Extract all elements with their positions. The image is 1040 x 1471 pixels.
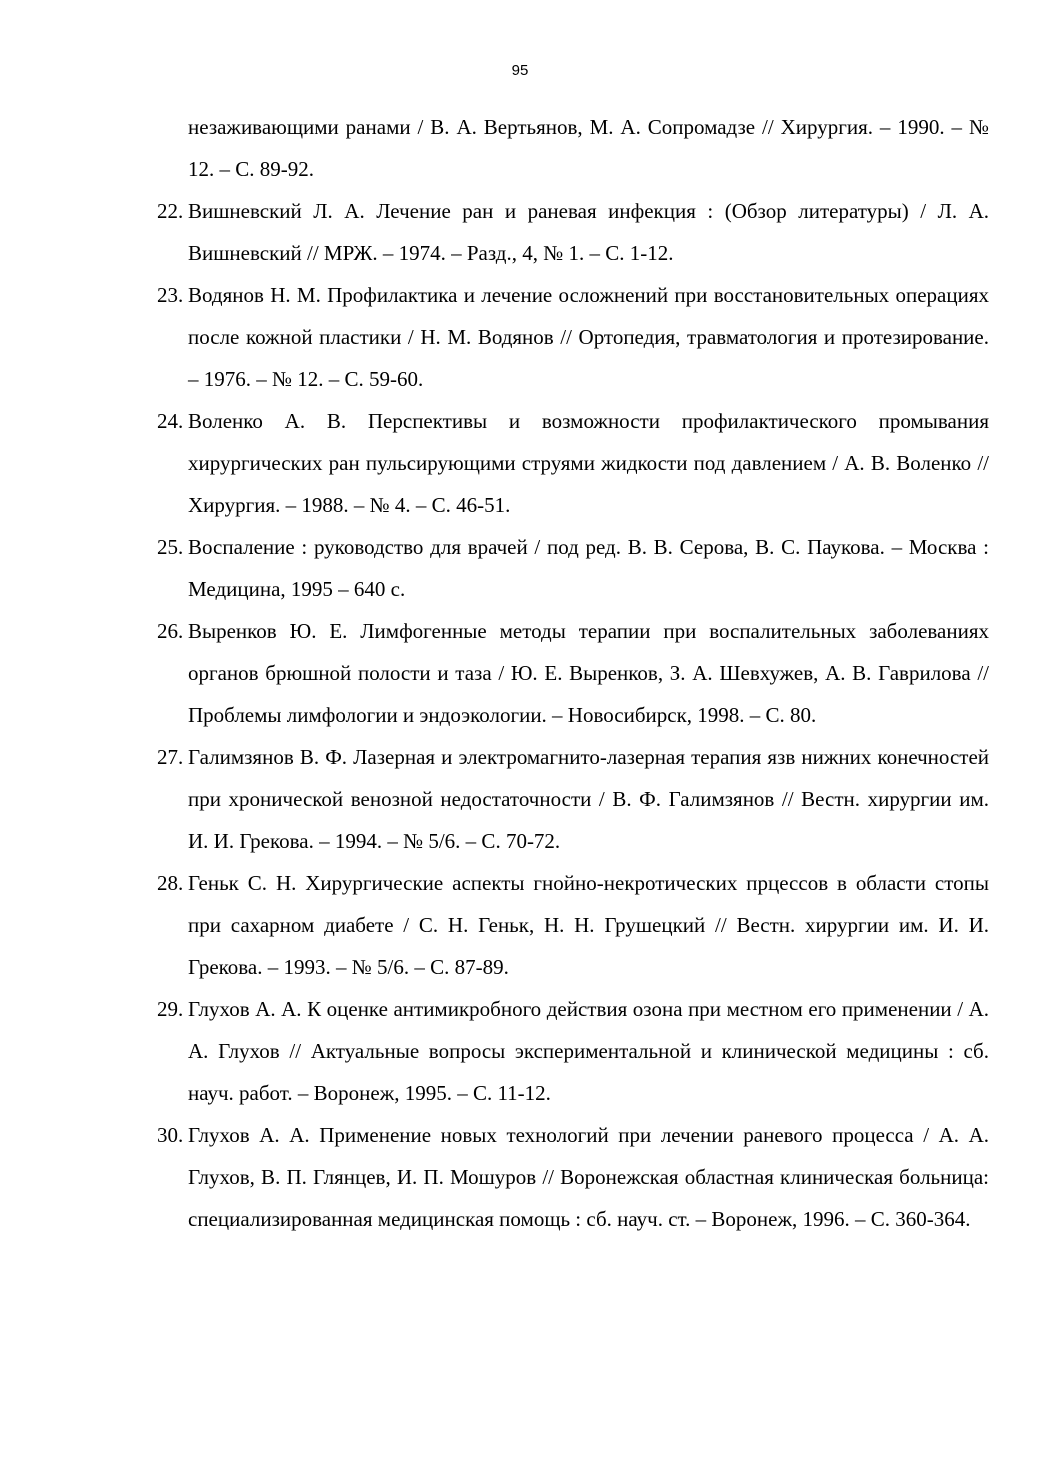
reference-text: Водянов Н. М. Профилактика и лечение осложнений при восстановительных операциях после кожной пластики / Н. М. Водянов // Ортопедия, травматология и протезирование. – 1976. – № 12. – С. 59-60. bbox=[188, 283, 989, 391]
reference-text: Воспаление : руководство для врачей / под ред. В. В. Серова, В. С. Паукова. – Москва : Медицина, 1995 – 640 с. bbox=[188, 535, 989, 601]
reference-item bbox=[157, 400, 989, 526]
reference-text: Выренков Ю. Е. Лимфогенные методы терапии при воспалительных заболеваниях органов брюшной полости и таза / Ю. Е. Выренков, З. А. Шевхужев, А. В. Гаврилова // Проблемы лимфологии и эндоэкологии. – Новосибирск, 1998. – С. 80. bbox=[188, 619, 989, 727]
reference-list bbox=[0, 106, 1040, 1240]
reference-number: 23. bbox=[157, 283, 184, 307]
reference-number: 25. bbox=[157, 535, 184, 559]
reference-item bbox=[157, 736, 989, 862]
reference-item bbox=[157, 862, 989, 988]
reference-text: Вишневский Л. А. Лечение ран и раневая инфекция : (Обзор литературы) / Л. А. Вишневский // МРЖ. – 1974. – Разд., 4, № 1. – С. 1-12. bbox=[188, 199, 989, 265]
reference-item bbox=[157, 988, 989, 1114]
reference-item bbox=[157, 190, 989, 274]
reference-text: Воленко А. В. Перспективы и возможности профилактического промывания хирургических ран пульсирующими струями жидкости под давлением / А. В. Воленко // Хирургия. – 1988. – № 4. – С. 46-51. bbox=[188, 409, 989, 517]
reference-number: 26. bbox=[157, 619, 184, 643]
reference-number: 22. bbox=[157, 199, 184, 223]
reference-item bbox=[157, 526, 989, 610]
reference-number: 28. bbox=[157, 871, 184, 895]
reference-text: Глухов А. А. К оценке антимикробного действия озона при местном его применении / А. А. Глухов // Актуальные вопросы экспериментальной и клинической медицины : сб. науч. работ. – Воронеж, 1995. – С. 11-12. bbox=[188, 997, 989, 1105]
reference-number: 24. bbox=[157, 409, 184, 433]
reference-text: Геньк С. Н. Хирургические аспекты гнойно-некротических прцессов в области стопы при сахарном диабете / С. Н. Геньк, Н. Н. Грушецкий // Вестн. хирургии им. И. И. Грекова. – 1993. – № 5/6. – С. 87-89. bbox=[188, 871, 989, 979]
reference-item bbox=[157, 274, 989, 400]
page-number: 95 bbox=[511, 62, 529, 79]
reference-text: незаживающими ранами / В. А. Вертьянов, М. А. Сопромадзе // Хирургия. – 1990. – № 12. – С. 89-92. bbox=[188, 115, 989, 181]
reference-text: Галимзянов В. Ф. Лазерная и электромагнито-лазерная терапия язв нижних конечностей при хронической венозной недостаточности / В. Ф. Галимзянов // Вестн. хирургии им. И. И. Грекова. – 1994. – № 5/6. – С. 70-72. bbox=[188, 745, 989, 853]
reference-item bbox=[157, 106, 989, 190]
reference-number: 30. bbox=[157, 1123, 184, 1147]
reference-text: Глухов А. А. Применение новых технологий при лечении раневого процесса / А. А. Глухов, В. П. Глянцев, И. П. Мошуров // Воронежская областная клиническая больница: специализированная медицинская помощь : сб. науч. ст. – Воронеж, 1996. – С. 360-364. bbox=[188, 1123, 989, 1231]
reference-item bbox=[157, 1114, 989, 1240]
reference-item bbox=[157, 610, 989, 736]
reference-number: 27. bbox=[157, 745, 184, 769]
reference-number: 29. bbox=[157, 997, 184, 1021]
